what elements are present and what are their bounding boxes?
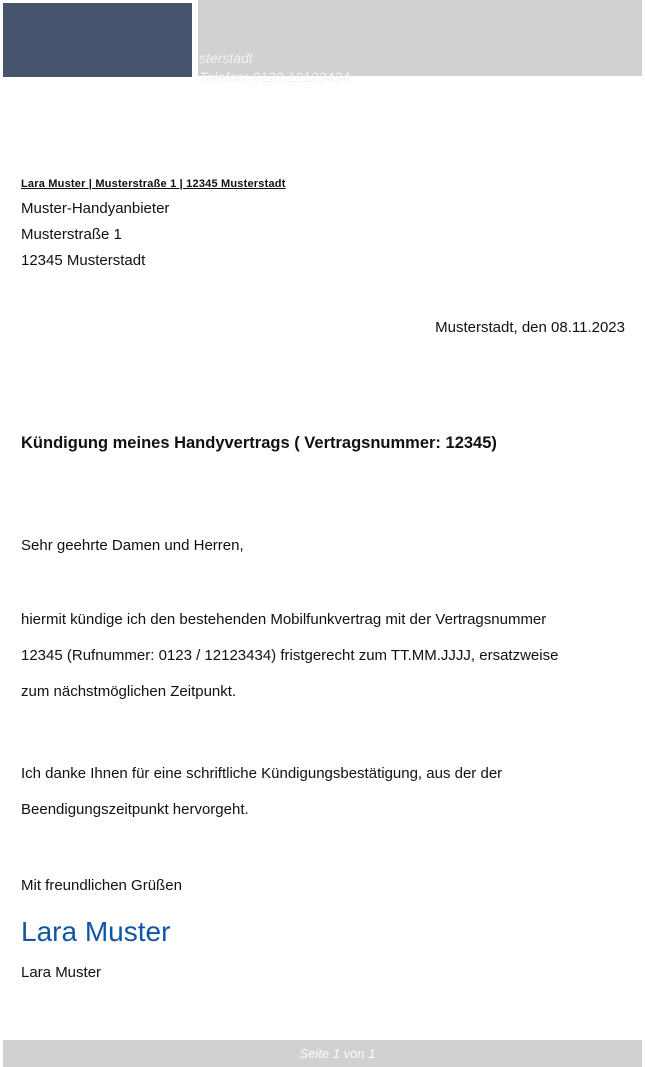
recipient-address-block <box>21 196 169 274</box>
subject-line: Kündigung meines Handyvertrags ( Vertragsnummer: 12345) <box>21 434 497 452</box>
signature-printed-name: Lara Muster <box>21 964 102 981</box>
body-paragraph-2 <box>21 756 633 828</box>
header-banner <box>198 0 642 85</box>
body-line: hiermit kündige ich den bestehenden Mobilfunkvertrag mit der Vertragsnummer <box>21 611 547 628</box>
body-line: Ich danke Ihnen für eine schriftliche Kündigungsbestätigung, aus der der <box>21 765 503 782</box>
body-paragraph-1 <box>21 602 633 710</box>
recipient-name: Muster-Handyanbieter <box>21 200 170 217</box>
body-line: Beendigungszeitpunkt hervorgeht. <box>21 801 249 818</box>
signature-stylized: Lara Muster <box>21 916 171 947</box>
page-number: Seite 1 von 1 <box>299 1046 376 1061</box>
recipient-street: Musterstraße 1 <box>21 226 122 243</box>
closing-phrase: Mit freundlichen Grüßen <box>21 877 182 894</box>
date-line: Musterstadt, den 08.11.2023 <box>435 319 625 336</box>
salutation: Sehr geehrte Damen und Herren, <box>21 537 244 554</box>
footer-bar <box>3 1040 642 1067</box>
logo-placeholder-box <box>3 3 192 77</box>
header-banner-text-line2-clipped: Telefon: 0123 12123434 <box>199 69 350 85</box>
header-banner-text-line1: sterstadt <box>199 50 253 66</box>
recipient-city: 12345 Musterstadt <box>21 252 146 269</box>
body-line: 12345 (Rufnummer: 0123 / 12123434) fristgerecht zum TT.MM.JJJJ, ersatzweise <box>21 647 559 664</box>
sender-address-line: Lara Muster | Musterstraße 1 | 12345 Musterstadt <box>21 178 286 190</box>
body-line: zum nächstmöglichen Zeitpunkt. <box>21 683 237 700</box>
